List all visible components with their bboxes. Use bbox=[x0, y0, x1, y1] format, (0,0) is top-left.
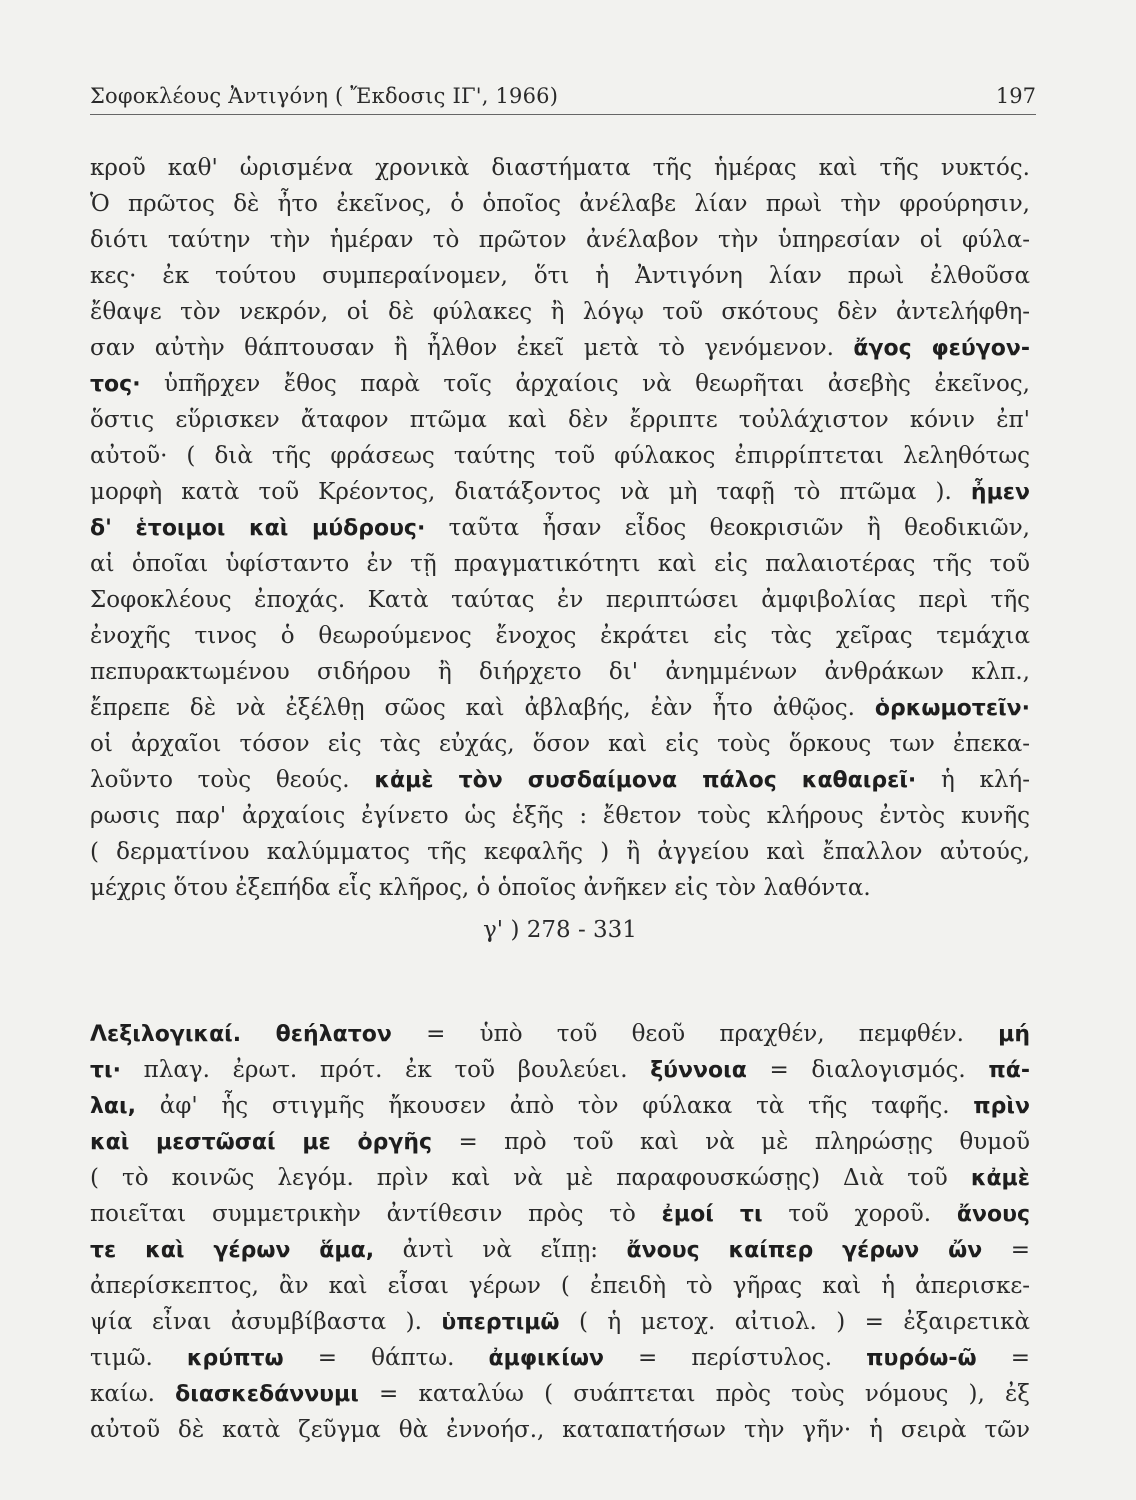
text-line bbox=[90, 474, 1030, 510]
line-text: οἱ ἀρχαῖοι τόσον εἰς τὰς εὐχάς, ὅσον καὶ εἰς τοὺς ὅρκους των ἐπεκα- bbox=[90, 731, 1030, 757]
line-text: ἀντὶ νὰ εἴπῃ: bbox=[374, 1237, 627, 1263]
text-line bbox=[90, 1340, 1030, 1376]
line-text: ποιεῖται συμμετρικὴν ἀντίθεσιν πρὸς τὸ bbox=[90, 1201, 662, 1227]
bold-lemma: κἀμὲ τὸν συσδαίμονα πάλος καθαιρεῖ· bbox=[374, 768, 917, 793]
text-line bbox=[90, 546, 1030, 582]
text-line bbox=[90, 366, 1030, 402]
line-text: ( τὸ κοινῶς λεγόμ. πρὶν καὶ νὰ μὲ παραφουσκώσῃς) Διὰ τοῦ bbox=[90, 1165, 971, 1191]
running-head-title: Σοφοκλέους Ἀντιγόνη ( Ἔκδοσις ΙΓ', 1966) bbox=[90, 84, 559, 108]
text-line bbox=[90, 1052, 1030, 1088]
text-line bbox=[90, 258, 1030, 294]
bold-lemma: κρύπτω bbox=[186, 1346, 284, 1371]
line-text: = καταλύω ( συάπτεται πρὸς τοὺς νόμους ), ἐξ bbox=[358, 1381, 1030, 1407]
line-text: ἔθαψε τὸν νεκρόν, οἱ δὲ φύλακες ἢ λόγῳ τοῦ σκότους δὲν ἀντελήφθη- bbox=[90, 299, 1030, 325]
text-line bbox=[90, 762, 1030, 798]
line-text: Σοφοκλέους ἐποχάς. Κατὰ ταύτας ἐν περιπτώσει ἀμφιβολίας περὶ τῆς bbox=[90, 587, 1030, 613]
line-text: = πρὸ τοῦ καὶ νὰ μὲ πληρώσῃς θυμοῦ bbox=[432, 1129, 1030, 1155]
bold-lemma: μή bbox=[998, 1022, 1030, 1047]
text-line bbox=[90, 1088, 1030, 1124]
bold-lemma: τι· bbox=[90, 1058, 121, 1083]
text-line bbox=[90, 1016, 1030, 1052]
text-line bbox=[90, 690, 1030, 726]
header-rule bbox=[90, 114, 1036, 115]
bold-lemma: διασκεδάννυμι bbox=[175, 1382, 359, 1407]
text-line bbox=[90, 1304, 1030, 1340]
bold-lemma: καὶ μεστῶσαί με ὀργῆς bbox=[90, 1130, 433, 1155]
line-text: ἀπερίσκεπτος, ἂν καὶ εἶσαι γέρων ( ἐπειδὴ τὸ γῆρας καὶ ἡ ἀπερισκε- bbox=[90, 1273, 1030, 1299]
bold-lemma: Λεξιλογικαί. θεήλατον bbox=[90, 1022, 392, 1047]
line-text: μέχρις ὅτου ἐξεπήδα εἷς κλῆρος, ὁ ὁποῖος ἀνῆκεν εἰς τὸν λαθόντα. bbox=[90, 875, 871, 901]
bold-lemma: ὁρκωμοτεῖν· bbox=[874, 696, 1030, 721]
text-line bbox=[90, 222, 1030, 258]
line-text: ὅστις εὕρισκεν ἄταφον πτῶμα καὶ δὲν ἔρριπτε τοὐλάχιστον κόνιν ἐπ' bbox=[90, 407, 1030, 433]
section-heading bbox=[90, 912, 1030, 948]
text-line bbox=[90, 402, 1030, 438]
line-text: ( ἡ μετοχ. αἰτιολ. ) = ἐξαιρετικὰ bbox=[559, 1309, 1030, 1335]
line-text: ( δερματίνου καλύμματος τῆς κεφαλῆς ) ἢ ἀγγείου καὶ ἔπαλλον αὐτούς, bbox=[90, 839, 1030, 865]
line-text: τιμῶ. bbox=[90, 1345, 187, 1371]
bold-lemma: ἄγος φεύγον- bbox=[853, 336, 1030, 361]
commentary-paragraph-1 bbox=[90, 150, 1030, 906]
bold-lemma: ἐμοί τι bbox=[661, 1202, 763, 1227]
line-text: Ὁ πρῶτος δὲ ἦτο ἐκεῖνος, ὁ ὁποῖος ἀνέλαβε λίαν πρωὶ τὴν φρούρησιν, bbox=[90, 191, 1030, 217]
line-text: αὐτοῦ· ( διὰ τῆς φράσεως ταύτης τοῦ φύλακος ἐπιρρίπτεται λεληθότως bbox=[90, 443, 1030, 469]
line-text: ἔπρεπε δὲ νὰ ἐξέλθῃ σῶος καὶ ἀβλαβής, ἐὰν ἦτο ἀθῷος. bbox=[90, 695, 875, 721]
bold-lemma: πυρόω-ῶ bbox=[866, 1346, 977, 1371]
text-line bbox=[90, 186, 1030, 222]
line-text: λοῦντο τοὺς θεούς. bbox=[90, 767, 375, 793]
line-text: κες· ἐκ τούτου συμπεραίνομεν, ὅτι ἡ Ἀντιγόνη λίαν πρωὶ ἐλθοῦσα bbox=[90, 263, 1030, 289]
line-text: πλαγ. ἐρωτ. πρότ. ἐκ τοῦ βουλεύει. bbox=[120, 1057, 651, 1083]
line-text: ἐνοχῆς τινος ὁ θεωρούμενος ἔνοχος ἐκράτει εἰς τὰς χεῖρας τεμάχια bbox=[90, 623, 1030, 649]
bold-lemma: κἀμὲ bbox=[970, 1166, 1030, 1191]
text-line bbox=[90, 618, 1030, 654]
line-text: ὑπῆρχεν ἔθος παρὰ τοῖς ἀρχαίοις νὰ θεωρῆται ἀσεβὴς ἐκεῖνος, bbox=[140, 371, 1030, 397]
bold-lemma: ἄνους καίπερ γέρων ὤν bbox=[626, 1238, 983, 1263]
text-line bbox=[90, 1376, 1030, 1412]
line-text: ρωσις παρ' ἀρχαίοις ἐγίνετο ὡς ἑξῆς : ἔθετον τοὺς κλήρους ἐντὸς κυνῆς bbox=[90, 803, 1030, 829]
bold-lemma: ἄνους bbox=[956, 1202, 1030, 1227]
text-line bbox=[90, 654, 1030, 690]
line-text: αἱ ὁποῖαι ὑφίσταντο ἐν τῇ πραγματικότητι καὶ εἰς παλαιοτέρας τῆς τοῦ bbox=[90, 551, 1030, 577]
bold-lemma: ἀμφικίων bbox=[488, 1346, 604, 1371]
line-text: = ὑπὸ τοῦ θεοῦ πραχθέν, πεμφθέν. bbox=[391, 1021, 999, 1047]
bold-lemma: λαι, bbox=[90, 1094, 136, 1119]
line-text: πεπυρακτωμένου σιδήρου ἢ διήρχετο δι' ἀνημμένων ἀνθράκων κλπ., bbox=[90, 659, 1030, 685]
text-line bbox=[90, 150, 1030, 186]
running-head bbox=[90, 78, 1036, 112]
line-text: = περίστυλος. bbox=[603, 1345, 867, 1371]
line-text: μορφὴ κατὰ τοῦ Κρέοντος, διατάξοντος νὰ μὴ ταφῇ τὸ πτῶμα ). bbox=[90, 479, 971, 505]
section-heading-text: γ' ) 278 - 331 bbox=[483, 917, 637, 943]
line-text: ἡ κλή- bbox=[916, 767, 1030, 793]
bold-lemma: τος· bbox=[90, 372, 141, 397]
line-text: = θάπτω. bbox=[283, 1345, 489, 1371]
text-line bbox=[90, 1412, 1030, 1448]
text-line bbox=[90, 510, 1030, 546]
line-text: ψία εἶναι ἀσυμβίβαστα ). bbox=[90, 1309, 442, 1335]
bold-lemma: ἦμεν bbox=[970, 480, 1030, 505]
line-text: κροῦ καθ' ὡρισμένα χρονικὰ διαστήματα τῆς ἡμέρας καὶ τῆς νυκτός. bbox=[90, 155, 1030, 181]
line-text: = bbox=[976, 1345, 1030, 1371]
text-line bbox=[90, 582, 1030, 618]
text-line bbox=[90, 294, 1030, 330]
text-line bbox=[90, 798, 1030, 834]
line-text: τοῦ χοροῦ. bbox=[762, 1201, 957, 1227]
bold-lemma: τε καὶ γέρων ἅμα, bbox=[90, 1238, 375, 1263]
bold-lemma: ὑπερτιμῶ bbox=[441, 1310, 560, 1335]
text-line bbox=[90, 1232, 1030, 1268]
text-line bbox=[90, 1268, 1030, 1304]
text-line bbox=[90, 1160, 1030, 1196]
page-number: 197 bbox=[995, 84, 1036, 108]
line-text: = bbox=[982, 1237, 1030, 1263]
line-text: = διαλογισμός. bbox=[746, 1057, 989, 1083]
text-line bbox=[90, 330, 1030, 366]
text-line bbox=[90, 1196, 1030, 1232]
text-line bbox=[90, 1124, 1030, 1160]
line-text: ἀφ' ἧς στιγμῆς ἤκουσεν ἀπὸ τὸν φύλακα τὰ τῆς ταφῆς. bbox=[135, 1093, 974, 1119]
text-line bbox=[90, 870, 1030, 906]
line-text: καίω. bbox=[90, 1381, 176, 1407]
text-line bbox=[90, 726, 1030, 762]
text-line bbox=[90, 834, 1030, 870]
line-text: αὐτοῦ δὲ κατὰ ζεῦγμα θὰ ἐννοήσ., καταπατήσων τὴν γῆν· ἡ σειρὰ τῶν bbox=[90, 1417, 1030, 1443]
bold-lemma: πρὶν bbox=[973, 1094, 1030, 1119]
bold-lemma: ξύννοια bbox=[650, 1058, 747, 1083]
bold-lemma: πά- bbox=[988, 1058, 1030, 1083]
bold-lemma: δ' ἑτοιμοι καὶ μύδρους· bbox=[90, 516, 426, 541]
text-line bbox=[90, 438, 1030, 474]
line-text: διότι ταύτην τὴν ἡμέραν τὸ πρῶτον ἀνέλαβον τὴν ὑπηρεσίαν οἱ φύλα- bbox=[90, 227, 1030, 253]
line-text: ταῦτα ἦσαν εἶδος θεοκρισιῶν ἢ θεοδικιῶν, bbox=[425, 515, 1030, 541]
line-text: σαν αὐτὴν θάπτουσαν ἢ ἦλθον ἐκεῖ μετὰ τὸ γενόμενον. bbox=[90, 335, 854, 361]
commentary-paragraph-2 bbox=[90, 1016, 1030, 1448]
